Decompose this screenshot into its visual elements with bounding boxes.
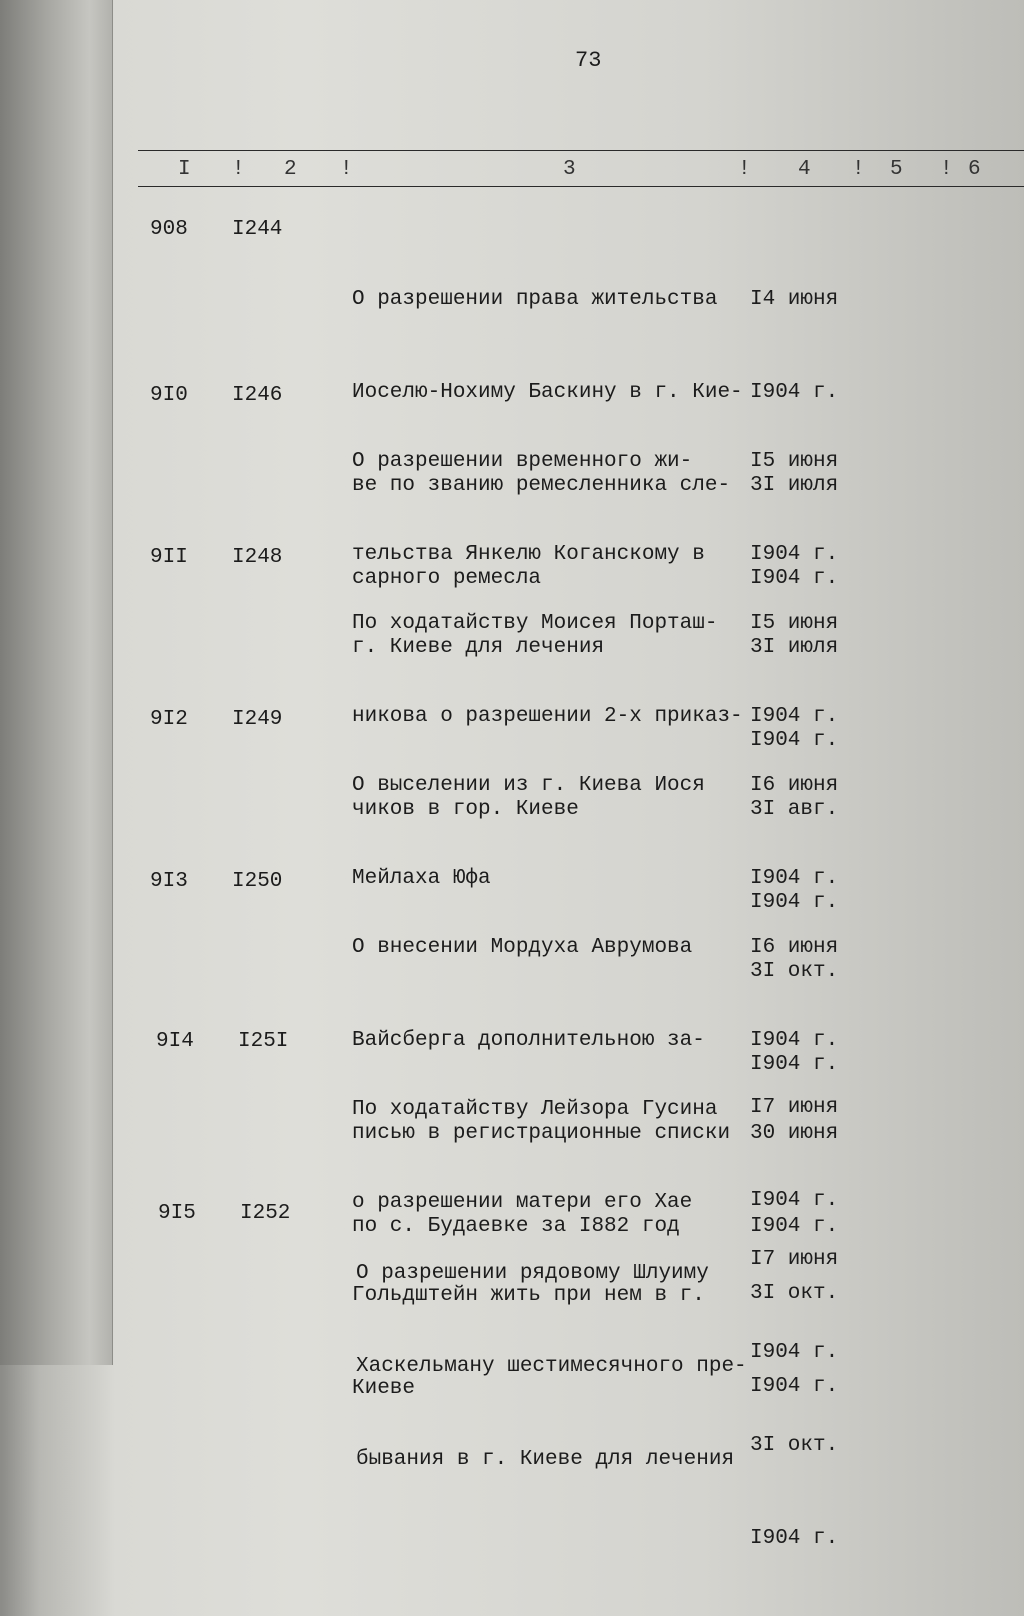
description-line: по с. Будаевке за I882 год <box>352 1215 680 1238</box>
description-line: Гольдштейн жить при нем в г. <box>352 1284 705 1307</box>
date-line: 3I авг. <box>750 798 839 821</box>
date-line: I4 июня <box>750 288 839 311</box>
description-line: По ходатайству Моисея Порташ- <box>352 612 718 635</box>
description-line: По ходатайству Лейзора Гусина <box>352 1098 718 1121</box>
date-line: I7 июня <box>750 1248 839 1271</box>
description-line: Киеве <box>352 1377 416 1400</box>
column-header-2: 2 <box>284 158 297 181</box>
date-line: I904 г. <box>750 867 839 890</box>
column-separator: ! <box>340 158 353 181</box>
description-line: О разрешении рядовому Шлуиму <box>356 1262 709 1285</box>
description-line: О разрешении временного жи- <box>352 450 693 473</box>
header-rule-bottom <box>138 186 1024 187</box>
record-number: 9I3 <box>150 870 188 893</box>
description-line: тельства Янкелю Коганскому в <box>352 543 705 566</box>
description-line: ве по званию ремесленника сле- <box>352 474 731 497</box>
column-header-5: 5 <box>890 158 903 181</box>
description-line: Хаскельману шестимесячного пре- <box>356 1355 747 1378</box>
date-line: I904 г. <box>750 567 839 590</box>
case-number: I252 <box>240 1202 291 1225</box>
date-line: I904 г. <box>750 729 839 752</box>
date-line: I904 г. <box>750 891 839 914</box>
column-header-4: 4 <box>798 158 811 181</box>
date-line: I904 г. <box>750 1189 839 1212</box>
case-number: I244 <box>232 218 283 241</box>
case-description <box>356 1196 747 1537</box>
case-dates <box>750 1182 838 1616</box>
record-number: 9I2 <box>150 708 188 731</box>
column-header-1: I <box>178 158 191 181</box>
column-separator: ! <box>738 158 751 181</box>
record-number: 9I5 <box>158 1202 196 1225</box>
column-separator: ! <box>232 158 245 181</box>
date-line: I904 г. <box>750 1341 839 1364</box>
description-line: Вайсберга дополнительною за- <box>352 1029 705 1052</box>
description-line: сарного ремесла <box>352 567 542 590</box>
date-line: 30 июня <box>750 1122 839 1145</box>
description-line: о разрешении матери его Хае <box>352 1191 693 1214</box>
date-line: I7 июня <box>750 1096 839 1119</box>
description-line: О выселении из г. Киева Иося <box>352 774 705 797</box>
record-number: 9II <box>150 546 188 569</box>
description-line: писью в регистрационные списки <box>352 1122 731 1145</box>
date-line: I904 г. <box>750 543 839 566</box>
date-line: I6 июня <box>750 936 839 959</box>
description-line: г. Киеве для лечения <box>352 636 605 659</box>
book-spine-shadow <box>0 0 113 1365</box>
record-number: 908 <box>150 218 188 241</box>
date-line: 3I июля <box>750 474 839 497</box>
description-line: чиков в гор. Киеве <box>352 798 579 821</box>
case-number: I250 <box>232 870 283 893</box>
record-number: 9I0 <box>150 384 188 407</box>
date-line: I5 июня <box>750 450 839 473</box>
description-line: Иоселю-Нохиму Баскину в г. Кие- <box>352 381 743 404</box>
column-separator: ! <box>940 158 953 181</box>
case-number: I246 <box>232 384 283 407</box>
case-number: I249 <box>232 708 283 731</box>
date-line: I5 июня <box>750 612 839 635</box>
date-line: I904 г. <box>750 381 839 404</box>
date-line: 3I окт. <box>750 1282 839 1305</box>
case-number: I25I <box>238 1030 289 1053</box>
date-line: 3I окт. <box>750 960 839 983</box>
column-header-3: 3 <box>563 158 576 181</box>
date-line: I904 г. <box>750 1029 839 1052</box>
description-line: бывания в г. Киеве для лечения <box>356 1448 735 1471</box>
date-line: I904 г. <box>750 705 839 728</box>
description-line: никова о разрешении 2-х приказ- <box>352 705 743 728</box>
page-number: 73 <box>575 48 602 73</box>
date-line: I904 г. <box>750 1053 839 1076</box>
description-line: О внесении Мордуха Аврумова <box>352 936 693 959</box>
column-separator: ! <box>852 158 865 181</box>
header-rule-top <box>138 150 1024 151</box>
date-line: I904 г. <box>750 1375 839 1398</box>
date-line: I904 г. <box>750 1527 839 1550</box>
case-number: I248 <box>232 546 283 569</box>
description-line: Мейлаха Юфа <box>352 867 491 890</box>
date-line: 3I окт. <box>750 1434 839 1457</box>
record-number: 9I4 <box>156 1030 194 1053</box>
date-line: I6 июня <box>750 774 839 797</box>
column-header-6: 6 <box>968 158 981 181</box>
date-line: 3I июля <box>750 636 839 659</box>
date-line: I904 г. <box>750 1215 839 1238</box>
description-line: О разрешении права жительства <box>352 288 718 311</box>
